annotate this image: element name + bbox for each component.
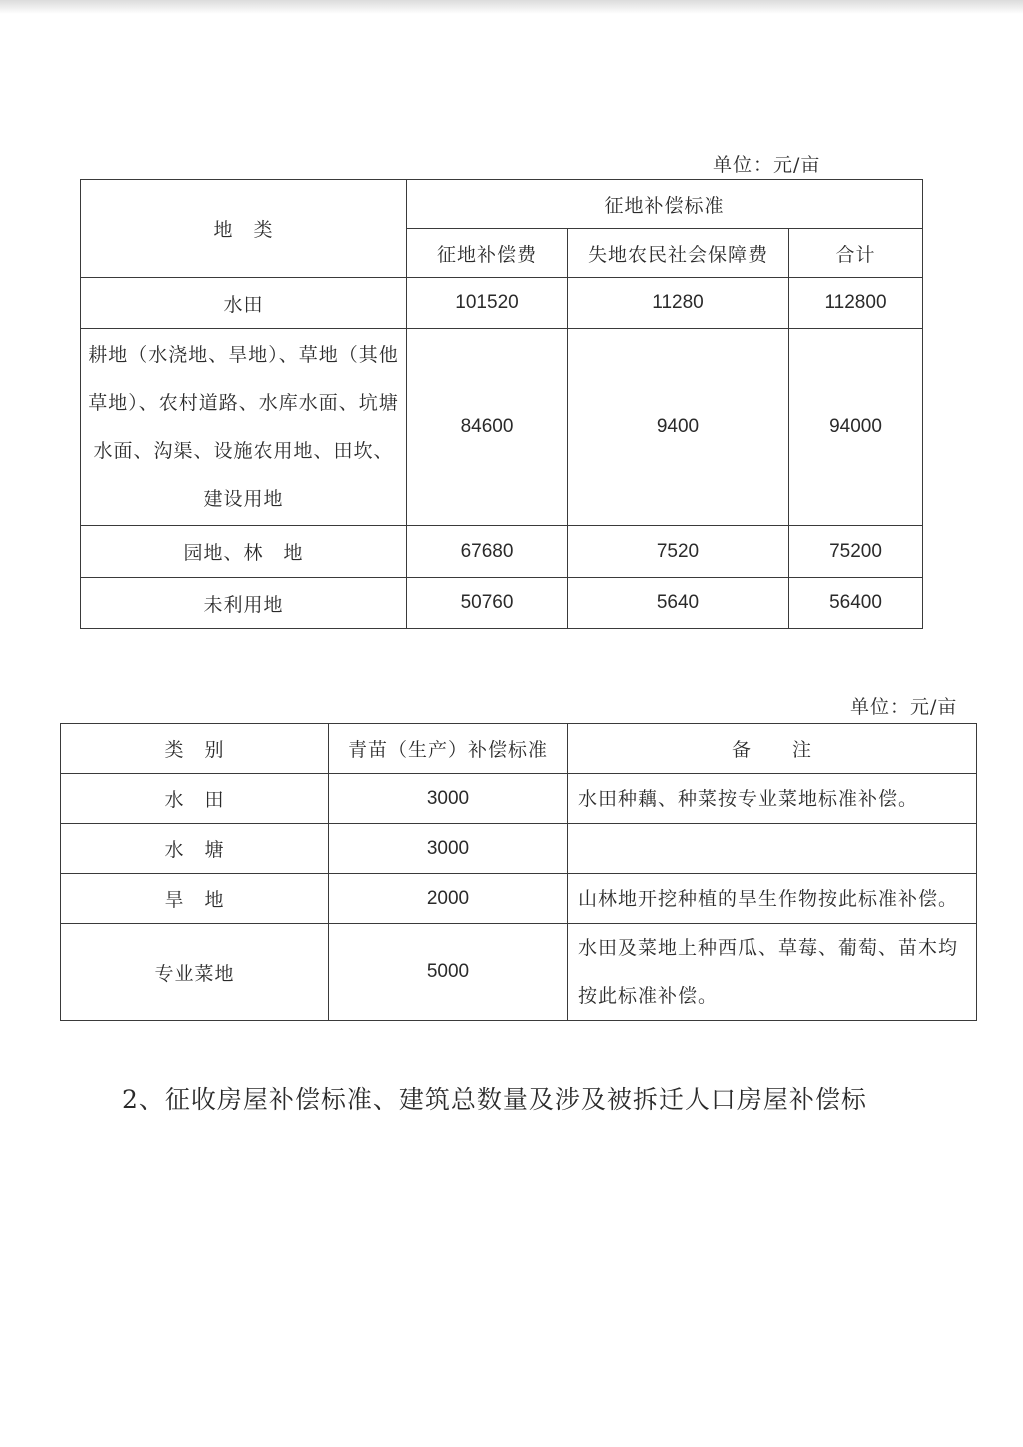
security-cell: 7520	[568, 526, 789, 578]
remark-cell: 山林地开挖种植的旱生作物按此标准补偿。	[568, 874, 977, 924]
scan-edge-shadow	[0, 0, 1023, 14]
header-land-type: 地 类	[81, 180, 407, 278]
total-cell: 56400	[789, 578, 923, 629]
table-row	[81, 329, 923, 526]
header-category: 类 别	[61, 724, 329, 774]
table-row	[61, 774, 977, 824]
total-cell: 94000	[789, 329, 923, 526]
header-social-security-fee: 失地农民社会保障费	[568, 229, 789, 278]
standard-cell: 3000	[329, 774, 568, 824]
table-row	[81, 526, 923, 578]
table-row	[61, 874, 977, 924]
fee-cell: 50760	[407, 578, 568, 629]
remark-cell	[568, 824, 977, 874]
crop-compensation-table	[60, 723, 977, 1021]
header-compensation-standard: 征地补偿标准	[407, 180, 923, 229]
table-row	[61, 824, 977, 874]
table-row	[61, 924, 977, 1021]
land-type-cell: 未利用地	[81, 578, 407, 629]
fee-cell: 101520	[407, 278, 568, 329]
standard-cell: 5000	[329, 924, 568, 1021]
security-cell: 11280	[568, 278, 789, 329]
standard-cell: 2000	[329, 874, 568, 924]
header-remark: 备 注	[568, 724, 977, 774]
fee-cell: 67680	[407, 526, 568, 578]
header-total: 合计	[789, 229, 923, 278]
security-cell: 9400	[568, 329, 789, 526]
table1-unit-label: 单位：元/亩	[713, 154, 821, 176]
standard-cell: 3000	[329, 824, 568, 874]
category-cell: 水 塘	[61, 824, 329, 874]
header-crop-standard: 青苗（生产）补偿标准	[329, 724, 568, 774]
remark-cell: 水田及菜地上种西瓜、草莓、葡萄、苗木均按此标准补偿。	[568, 924, 977, 1021]
land-type-cell: 水田	[81, 278, 407, 329]
land-compensation-table	[80, 179, 923, 629]
table-row	[81, 578, 923, 629]
category-cell: 水 田	[61, 774, 329, 824]
section-heading: 2、征收房屋补偿标准、建筑总数量及涉及被拆迁人口房屋补偿标	[122, 1085, 867, 1114]
fee-cell: 84600	[407, 329, 568, 526]
header-compensation-fee: 征地补偿费	[407, 229, 568, 278]
table2-unit-label: 单位：元/亩	[850, 696, 958, 718]
category-cell: 旱 地	[61, 874, 329, 924]
security-cell: 5640	[568, 578, 789, 629]
table-row	[81, 278, 923, 329]
remark-cell: 水田种藕、种菜按专业菜地标准补偿。	[568, 774, 977, 824]
land-type-cell: 耕地（水浇地、旱地）、草地（其他草地）、农村道路、水库水面、坑塘水面、沟渠、设施农用地、田坎、建设用地	[81, 329, 407, 526]
total-cell: 112800	[789, 278, 923, 329]
total-cell: 75200	[789, 526, 923, 578]
land-type-cell: 园地、林 地	[81, 526, 407, 578]
category-cell: 专业菜地	[61, 924, 329, 1021]
